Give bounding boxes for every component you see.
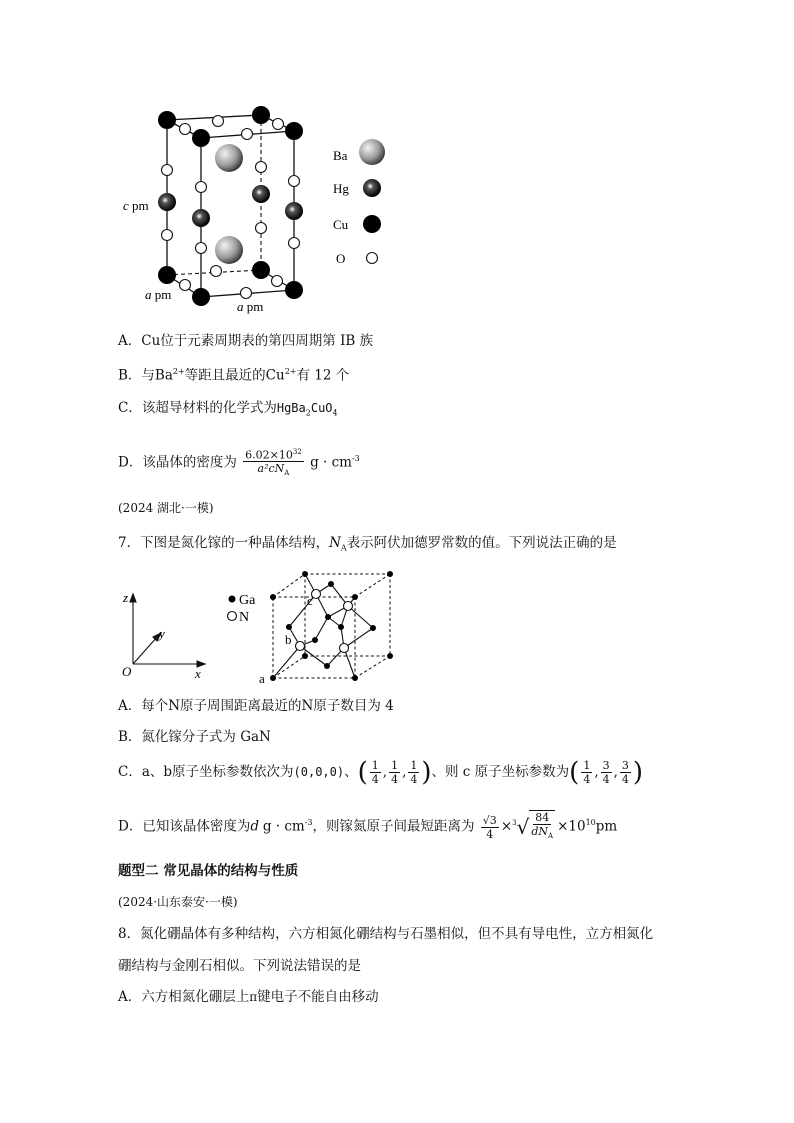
q8-source: (2024·山东泰安·一模) [118, 895, 238, 909]
hg-atom [285, 202, 303, 220]
legend-o-icon [367, 253, 378, 264]
density-fraction: $\frac{6.02\times 10^{32}}{a^2cN_A}$ [245, 447, 302, 478]
axis-y-label: y [159, 626, 165, 641]
o-atom [256, 223, 267, 234]
n-atom [340, 644, 349, 653]
q7-option-d: D．已知该晶体密度为d $g \cdot cm^{-3}$，则镓氮原子间最短距离为 $\frac{√3}{4}$ ×$^3$√ $\frac{84}{dN_A}$ $\times 10^{10}pm$ [118, 803, 617, 847]
q8-stem-line1: 8．氮化硼晶体有多种结构，六方相氮化硼结构与石墨相似，但不具有导电性，立方相氮化 [118, 926, 654, 942]
axis-x-label: x [195, 666, 201, 681]
legend-n-label: N [239, 610, 250, 625]
ga-atom [387, 653, 393, 659]
crystal-cell-figure [115, 100, 415, 315]
cu-atom [252, 261, 270, 279]
n-atom [312, 590, 321, 599]
q6-option-c: C．该超导材料的化学式为HgBa$_2$CuO$_4$ [118, 400, 338, 418]
cu-atom [192, 288, 210, 306]
ga-atom [325, 614, 331, 620]
o-atom [211, 266, 222, 277]
ga-atom [370, 625, 376, 631]
q6-option-b: B．与$Ba^{2+}$等距且最近的$Cu^{2+}$有 12 个 [118, 367, 350, 384]
ga-atom [286, 624, 292, 630]
point-b-label: b [285, 632, 292, 647]
o-atom [196, 182, 207, 193]
legend-ga-icon [229, 596, 236, 603]
q7-stem: 7．下图是氮化镓的一种晶体结构，$N_A$表示阿伏加德罗常数的值。下列说法正确的是 [118, 535, 617, 553]
cu-atom [192, 129, 210, 147]
ga-atom [328, 581, 334, 587]
q7-option-b: B．氮化镓分子式为 GaN [118, 729, 271, 745]
o-atom [241, 288, 252, 299]
coordinate-axes [130, 594, 205, 667]
hg-atom [158, 193, 176, 211]
ga-atom [312, 637, 318, 643]
legend-o-label: O [336, 251, 346, 266]
legend-cu-icon [363, 215, 381, 233]
ga-atom [338, 624, 344, 630]
q6-option-a: A．Cu位于元素周期表的第四周期第 IB 族 [118, 333, 374, 349]
o-atom [289, 238, 300, 249]
ga-atom [302, 571, 308, 577]
hg-atom [192, 209, 210, 227]
q8-stem-line2: 硼结构与金刚石相似。下列说法错误的是 [118, 958, 361, 974]
q8-option-a: A．六方相氮化硼层上π键电子不能自由移动 [118, 989, 379, 1005]
o-atom [180, 280, 191, 291]
ga-atom [302, 653, 308, 659]
point-a-label: a [259, 671, 265, 686]
o-atom [180, 124, 191, 135]
o-atom [273, 119, 284, 130]
o-atom [256, 162, 267, 173]
n-atom [344, 602, 353, 611]
cu-atom [285, 281, 303, 299]
a-label-left: a pm [145, 287, 172, 302]
ga-atom [270, 594, 276, 600]
axis-z-label: z [123, 590, 129, 605]
cu-atom [158, 111, 176, 129]
legend-hg-label: Hg [333, 181, 349, 196]
legend-cu-label: Cu [333, 217, 349, 232]
o-atoms [162, 116, 300, 299]
o-atom [162, 230, 173, 241]
section-title: 题型二 常见晶体的结构与性质 [118, 863, 299, 879]
cu-atom [158, 266, 176, 284]
c-label: c pm [123, 198, 149, 213]
o-atom [196, 243, 207, 254]
ba-atom [215, 236, 243, 264]
o-atom [272, 276, 283, 287]
ga-atom [352, 594, 358, 600]
a-label-right: a pm [237, 299, 264, 314]
q7-source: (2024 湖北·一模) [118, 501, 214, 515]
ga-atom [387, 571, 393, 577]
o-atom [242, 129, 253, 140]
legend-ga-label: Ga [239, 593, 256, 608]
o-atom [213, 116, 224, 127]
cu-atom [252, 106, 270, 124]
axis-origin-label: O [122, 664, 132, 679]
q7-option-a: A．每个N原子周围距离最近的N原子数目为 4 [118, 698, 394, 714]
ga-atom [324, 663, 330, 669]
n-atom [296, 642, 305, 651]
legend-n-icon [228, 612, 237, 621]
cu-atom [285, 122, 303, 140]
ba-atom [215, 144, 243, 172]
q6-option-d: D．该晶体的密度为 $\frac{6.02\times 10^{32}}{a^2cN_A}$ $g \cdot cm^{-3}$ [118, 443, 360, 480]
legend-ba-icon [359, 139, 385, 165]
q7-option-c: C．a、b原子坐标参数依次为(0,0,0)、( $\frac{1}{4}$ , $\frac{1}{4}$ , $\frac{1}{4}$ )、则 c 原子坐标参数为( $\frac{1}{4}$ , $\frac{3}{4}$ , $\frac{3}{4}$ ) [118, 757, 644, 788]
legend-hg-icon [363, 179, 381, 197]
hg-atom [252, 185, 270, 203]
point-c-label: c [307, 593, 313, 608]
ga-atom [352, 675, 358, 681]
gan-crystal-figure [115, 566, 415, 691]
ga-atom [270, 675, 276, 681]
o-atom [162, 165, 173, 176]
o-atom [289, 176, 300, 187]
legend-ba-label: Ba [333, 148, 348, 163]
